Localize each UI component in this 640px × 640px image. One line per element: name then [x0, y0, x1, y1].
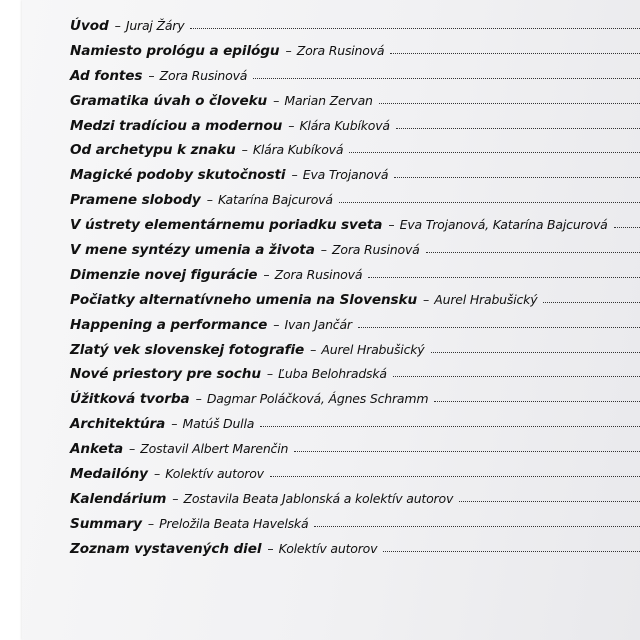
toc-entry-title: V ústrety elementárnemu poriadku sveta: [70, 217, 383, 234]
toc-entry-separator: –: [148, 67, 155, 83]
toc-entry-title: Happening a performance: [70, 316, 268, 333]
toc-entry-separator: –: [195, 391, 202, 407]
toc-entry-title: Architektúra: [70, 416, 166, 433]
toc-entry-title: Pramene slobody: [70, 192, 201, 209]
toc-entry: [70, 142, 640, 167]
dot-leader: [190, 25, 640, 29]
toc-entry: [70, 93, 640, 118]
toc-entry-separator: –: [288, 117, 295, 133]
toc-entry-title: Magické podoby skutočnosti: [70, 167, 286, 184]
toc-entry: [70, 441, 640, 466]
toc-entry-author: Katarína Bajcurová: [217, 192, 333, 208]
toc-entry: [70, 292, 640, 317]
dot-leader: [339, 199, 640, 203]
toc-entry-separator: –: [129, 441, 136, 457]
dot-leader: [260, 423, 640, 427]
dot-leader: [390, 50, 640, 54]
dot-leader: [614, 224, 640, 228]
toc-entry-separator: –: [423, 291, 430, 307]
toc-entry-title: Nové priestory pre sochu: [70, 366, 261, 383]
toc-entry-separator: –: [285, 42, 292, 58]
toc-entry-author: Zora Rusinová: [274, 266, 363, 282]
toc-entry-title: Ad fontes: [70, 67, 143, 84]
toc-entry: [70, 516, 640, 541]
toc-entry: [70, 267, 640, 292]
toc-entry: [70, 192, 640, 217]
toc-entry-author: Dagmar Poláčková, Ágnes Schramm: [206, 391, 429, 407]
toc-entry-author: Aurel Hrabušický: [321, 341, 425, 357]
toc-entry-author: Ivan Jančár: [284, 316, 352, 332]
toc-entry-author: Marian Zervan: [284, 92, 373, 108]
toc-entry: [70, 242, 640, 267]
toc-entry-separator: –: [171, 416, 178, 432]
toc-entry: [70, 68, 640, 93]
dot-leader: [294, 448, 640, 452]
toc-entry-author: Kolektív autorov: [165, 466, 264, 482]
toc-entry-title: Úvod: [70, 18, 109, 34]
toc-entry-separator: –: [241, 142, 248, 158]
dot-leader: [379, 100, 640, 104]
dot-leader: [349, 149, 640, 153]
toc-entry-separator: –: [153, 466, 161, 482]
toc-entry-title: Počiatky alternatívneho umenia na Slovensku: [70, 291, 418, 308]
dot-leader: [314, 523, 640, 527]
dot-leader: [431, 349, 640, 353]
book-page: [22, 0, 640, 640]
toc-entry-title: V mene syntézy umenia a života: [70, 242, 315, 259]
toc-entry-separator: –: [273, 92, 280, 108]
toc-entry-title: Od archetypu k znaku: [70, 142, 236, 159]
toc-entry-author: Eva Trojanová: [302, 167, 389, 183]
toc-entry-title: Dimenzie novej figurácie: [70, 266, 258, 283]
toc-entry: [70, 167, 640, 192]
toc-entry: [70, 416, 640, 441]
toc-entry-separator: –: [291, 167, 298, 183]
toc-entry-separator: –: [310, 341, 317, 357]
toc-entry-author: Zora Rusinová: [332, 242, 420, 258]
toc-entry-title: Medzi tradíciou a modernou: [70, 117, 283, 134]
toc-entry: [70, 366, 640, 391]
dot-leader: [543, 299, 640, 303]
dot-leader: [394, 174, 640, 178]
dot-leader: [383, 548, 640, 552]
toc-entry-author: Zora Rusinová: [296, 42, 385, 58]
toc-entry-title: Kalendárium: [70, 490, 167, 507]
dot-leader: [270, 473, 640, 477]
toc-entry-separator: –: [263, 266, 270, 282]
toc-entry-title: Namiesto prológu a epilógu: [70, 42, 280, 59]
toc-entry-author: Zostavila Beata Jablonská a kolektív autorov: [183, 490, 454, 506]
toc-entry: [70, 541, 640, 566]
toc-entry-title: Úžitková tvorba: [70, 391, 190, 408]
dot-leader: [253, 75, 640, 79]
toc-entry-separator: –: [114, 18, 121, 33]
toc-entry-author: Juraj Žáry: [125, 18, 185, 33]
toc-entry-separator: –: [206, 192, 213, 208]
dot-leader: [426, 249, 640, 253]
dot-leader: [434, 398, 640, 402]
toc-entry: [70, 342, 640, 367]
toc-entry-separator: –: [267, 540, 274, 556]
toc-entry-author: Klára Kubíková: [299, 117, 390, 133]
toc-entry-title: Anketa: [70, 441, 124, 458]
toc-entry-author: Matúš Dulla: [182, 416, 255, 432]
toc-entry-title: Medailóny: [70, 466, 148, 483]
toc-entry: [70, 317, 640, 342]
toc-entry: [70, 118, 640, 143]
toc-entry-separator: –: [273, 316, 280, 332]
toc-entry-separator: –: [147, 515, 155, 531]
toc-entry-author: Ľuba Belohradská: [278, 366, 387, 382]
toc-entry-separator: –: [266, 366, 274, 382]
toc-entry-author: Eva Trojanová, Katarína Bajcurová: [399, 217, 608, 233]
toc-entry-separator: –: [320, 242, 328, 258]
toc-entry-author: Klára Kubíková: [252, 142, 344, 158]
toc-entry-author: Aurel Hrabušický: [434, 291, 538, 307]
dot-leader: [396, 125, 640, 129]
toc-entry-author: Zora Rusinová: [159, 67, 248, 83]
toc-entry: [70, 491, 640, 516]
toc-entry-author: Preložila Beata Havelská: [159, 515, 309, 531]
dot-leader: [393, 373, 640, 377]
toc-entry-author: Zostavil Albert Marenčin: [140, 441, 289, 457]
toc-entry: [70, 43, 640, 68]
toc-entry-title: Gramatika úvah o človeku: [70, 92, 268, 109]
dot-leader: [459, 498, 640, 502]
toc-entry-title: Zoznam vystavených diel: [70, 540, 262, 557]
dot-leader: [368, 274, 640, 278]
toc-entry: [70, 217, 640, 242]
toc-entry: [70, 466, 640, 491]
toc-entry: [70, 18, 640, 43]
toc-entry-separator: –: [172, 490, 179, 506]
toc-entry-author: Kolektív autorov: [278, 540, 378, 556]
toc-entry-title: Zlatý vek slovenskej fotografie: [70, 341, 305, 358]
toc-entry-title: Summary: [70, 515, 142, 532]
dot-leader: [358, 324, 640, 328]
table-of-contents: [70, 18, 640, 566]
toc-entry: [70, 391, 640, 416]
toc-entry-separator: –: [388, 217, 395, 233]
